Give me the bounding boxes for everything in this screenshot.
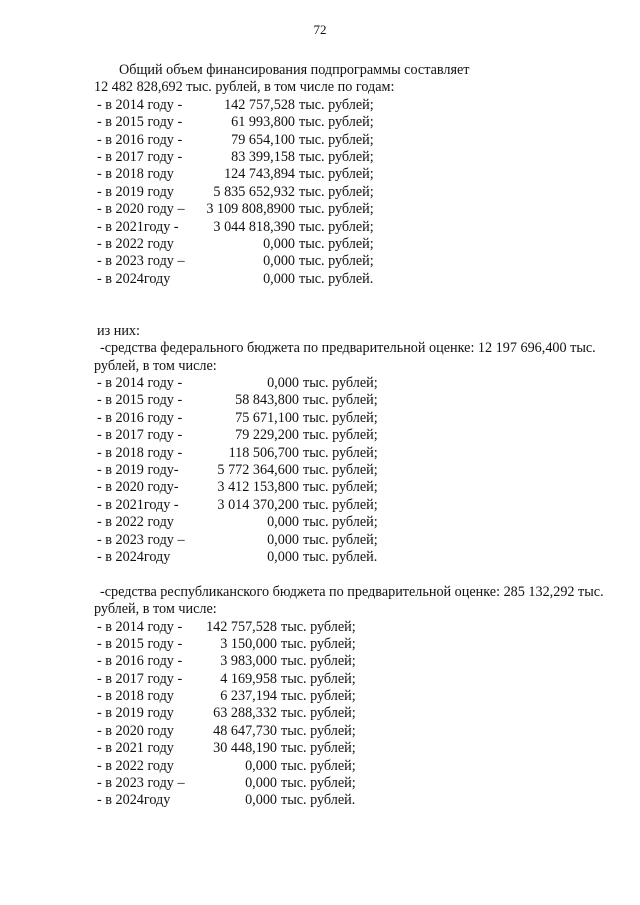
unit-label: тыс. рублей; — [303, 444, 378, 461]
year-label: - в 2014 году - — [97, 618, 183, 635]
amount-value: 0,000 — [267, 531, 299, 548]
unit-label: тыс. рублей; — [281, 618, 356, 635]
total-year-row — [97, 201, 637, 218]
year-label: - в 2015 году - — [97, 114, 183, 131]
year-label: - в 2022 году — [97, 514, 174, 531]
unit-label: тыс. рублей; — [303, 531, 378, 548]
year-label: - в 2021году - — [97, 218, 179, 235]
spacer — [97, 305, 637, 322]
unit-label: тыс. рублей; — [281, 653, 356, 670]
year-label: - в 2016 году - — [97, 653, 183, 670]
republic-year-row — [97, 758, 637, 775]
year-label: - в 2021 году — [97, 740, 174, 757]
amount-value: 3 983,000 — [220, 653, 277, 670]
year-label: - в 2016 году - — [97, 131, 183, 148]
unit-label: тыс. рублей; — [299, 201, 374, 218]
unit-label: тыс. рублей; — [299, 114, 374, 131]
unit-label: тыс. рублей; — [303, 479, 378, 496]
year-label: - в 2023 году – — [97, 531, 185, 548]
amount-value: 0,000 — [263, 253, 295, 270]
federal-year-row — [97, 410, 637, 427]
year-label: - в 2019 году- — [97, 461, 179, 478]
amount-value: 3 014 370,200 — [217, 496, 299, 513]
unit-label: тыс. рублей; — [299, 148, 374, 165]
amount-value: 142 757,528 — [224, 96, 295, 113]
republic-year-row — [97, 636, 637, 653]
unit-label: тыс. рублей; — [303, 514, 378, 531]
year-label: - в 2019 году — [97, 183, 174, 200]
total-year-row — [97, 253, 637, 270]
unit-label: тыс. рублей; — [281, 722, 356, 739]
unit-label: тыс. рублей; — [303, 392, 378, 409]
republic-year-list — [97, 619, 637, 810]
federal-year-list — [97, 375, 637, 566]
year-label: - в 2022 году — [97, 235, 174, 252]
amount-value: 0,000 — [267, 548, 299, 565]
republic-year-row — [97, 671, 637, 688]
total-year-row — [97, 219, 637, 236]
amount-value: 79 229,200 — [235, 427, 299, 444]
federal-year-row — [97, 462, 637, 479]
year-label: - в 2017 году - — [97, 427, 183, 444]
unit-label: тыс. рублей; — [303, 375, 378, 392]
unit-label: тыс. рублей; — [299, 218, 374, 235]
total-year-row — [97, 166, 637, 183]
year-label: - в 2020 году – — [97, 201, 185, 218]
amount-value: 48 647,730 — [213, 722, 277, 739]
amount-value: 3 412 153,800 — [217, 479, 299, 496]
federal-year-row — [97, 514, 637, 531]
federal-year-row — [97, 497, 637, 514]
federal-year-row — [97, 532, 637, 549]
federal-year-row — [97, 375, 637, 392]
year-label: - в 2017 году - — [97, 148, 183, 165]
amount-value: 0,000 — [245, 792, 277, 809]
republic-year-row — [97, 775, 637, 792]
unit-label: тыс. рублей; — [303, 461, 378, 478]
unit-label: тыс. рублей; — [281, 670, 356, 687]
amount-value: 118 506,700 — [228, 444, 299, 461]
unit-label: тыс. рублей. — [303, 548, 378, 565]
federal-intro-line1: -средства федерального бюджета по предварительной оценке: 12 197 696,400 тыс. — [100, 340, 596, 357]
total-year-row — [97, 184, 637, 201]
year-label: - в 2014 году - — [97, 375, 183, 392]
unit-label: тыс. рублей; — [303, 409, 378, 426]
amount-value: 4 169,958 — [220, 670, 277, 687]
amount-value: 83 399,158 — [231, 148, 295, 165]
year-label: - в 2018 году — [97, 688, 174, 705]
amount-value: 30 448,190 — [213, 740, 277, 757]
amount-value: 3 109 808,8900 — [206, 201, 295, 218]
republic-year-row — [97, 653, 637, 670]
document-body — [94, 62, 637, 810]
spacer — [97, 288, 637, 305]
year-label: - в 2018 году — [97, 166, 174, 183]
year-label: - в 2019 году — [97, 705, 174, 722]
amount-value: 58 843,800 — [235, 392, 299, 409]
year-label: - в 2020 году — [97, 722, 174, 739]
amount-value: 0,000 — [263, 270, 295, 287]
republic-year-row — [97, 688, 637, 705]
republic-year-row — [97, 705, 637, 722]
federal-year-row — [97, 427, 637, 444]
unit-label: тыс. рублей; — [303, 427, 378, 444]
republic-intro-line2: рублей, в том числе: — [94, 601, 217, 618]
year-label: - в 2020 году- — [97, 479, 179, 496]
unit-label: тыс. рублей; — [299, 166, 374, 183]
federal-year-row — [97, 479, 637, 496]
amount-value: 0,000 — [245, 775, 277, 792]
spacer — [97, 566, 637, 583]
amount-value: 5 835 652,932 — [213, 183, 295, 200]
year-label: - в 2016 году - — [97, 409, 183, 426]
total-intro-line2: 12 482 828,692 тыс. рублей, в том числе по годам: — [94, 79, 395, 96]
year-label: - в 2014 году - — [97, 96, 183, 113]
amount-value: 79 654,100 — [231, 131, 295, 148]
republic-year-row — [97, 740, 637, 757]
republic-year-row — [97, 619, 637, 636]
year-label: - в 2024году — [97, 270, 171, 287]
total-year-row — [97, 114, 637, 131]
republic-year-row — [97, 792, 637, 809]
federal-intro-line2: рублей, в том числе: — [94, 357, 217, 374]
amount-value: 3 044 818,390 — [213, 218, 295, 235]
year-label: - в 2024году — [97, 548, 171, 565]
amount-value: 0,000 — [245, 757, 277, 774]
year-label: - в 2023 году – — [97, 775, 185, 792]
total-year-row — [97, 97, 637, 114]
year-label: - в 2021году - — [97, 496, 179, 513]
republic-year-row — [97, 723, 637, 740]
unit-label: тыс. рублей; — [281, 757, 356, 774]
unit-label: тыс. рублей. — [299, 270, 374, 287]
unit-label: тыс. рублей; — [299, 96, 374, 113]
unit-label: тыс. рублей; — [281, 705, 356, 722]
amount-value: 0,000 — [267, 514, 299, 531]
federal-year-row — [97, 445, 637, 462]
total-year-row — [97, 236, 637, 253]
amount-value: 0,000 — [267, 375, 299, 392]
total-year-row — [97, 132, 637, 149]
year-label: - в 2018 году - — [97, 444, 183, 461]
unit-label: тыс. рублей; — [299, 235, 374, 252]
total-year-row — [97, 149, 637, 166]
federal-year-row — [97, 392, 637, 409]
amount-value: 6 237,194 — [220, 688, 277, 705]
amount-value: 142 757,528 — [206, 618, 277, 635]
unit-label: тыс. рублей; — [281, 775, 356, 792]
total-intro-line1: Общий объем финансирования подпрограммы составляет — [119, 62, 470, 78]
unit-label: тыс. рублей; — [281, 635, 356, 652]
amount-value: 124 743,894 — [224, 166, 295, 183]
federal-year-row — [97, 549, 637, 566]
year-label: - в 2022 году — [97, 757, 174, 774]
unit-label: тыс. рублей; — [281, 740, 356, 757]
year-label: - в 2015 году - — [97, 392, 183, 409]
year-label: - в 2023 году – — [97, 253, 185, 270]
unit-label: тыс. рублей; — [299, 131, 374, 148]
unit-label: тыс. рублей; — [299, 253, 374, 270]
amount-value: 61 993,800 — [231, 114, 295, 131]
unit-label: тыс. рублей. — [281, 792, 356, 809]
amount-value: 63 288,332 — [213, 705, 277, 722]
amount-value: 3 150,000 — [220, 635, 277, 652]
republic-intro-line1: -средства республиканского бюджета по предварительной оценке: 285 132,292 тыс. — [100, 583, 604, 600]
amount-value: 5 772 364,600 — [217, 461, 299, 478]
amount-value: 75 671,100 — [235, 409, 299, 426]
unit-label: тыс. рублей; — [303, 496, 378, 513]
page-number: 72 — [313, 22, 327, 37]
amount-value: 0,000 — [263, 235, 295, 252]
year-label: - в 2017 году - — [97, 670, 183, 687]
unit-label: тыс. рублей; — [299, 183, 374, 200]
year-label: - в 2015 году - — [97, 635, 183, 652]
total-year-row — [97, 271, 637, 288]
of-them-label: из них: — [97, 322, 140, 339]
year-label: - в 2024году — [97, 792, 171, 809]
total-year-list — [97, 97, 637, 288]
unit-label: тыс. рублей; — [281, 688, 356, 705]
